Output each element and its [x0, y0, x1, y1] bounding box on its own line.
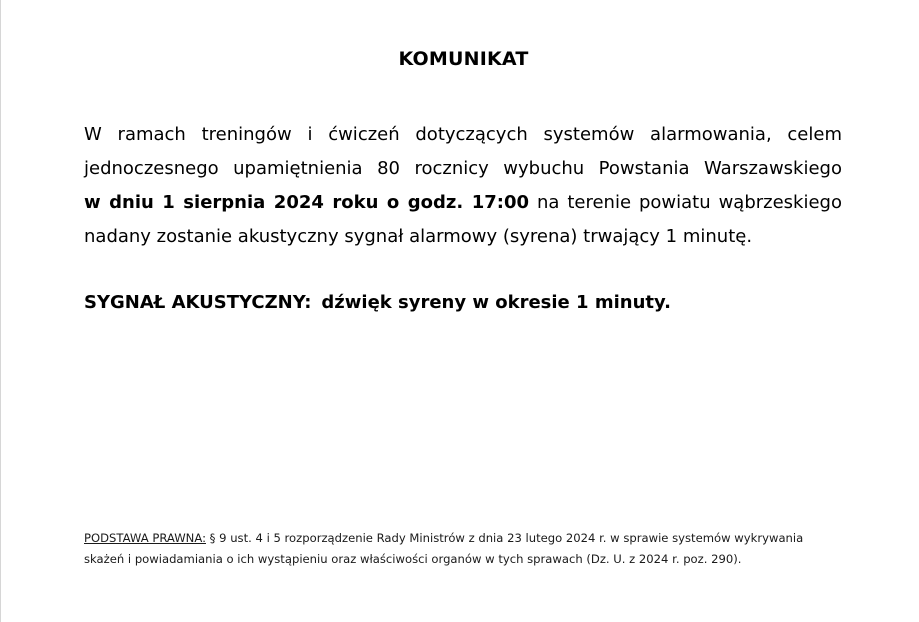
legal-line-1 — [84, 528, 844, 549]
announcement-paragraph — [84, 118, 842, 254]
page-edge — [0, 0, 1, 622]
legal-line-2: skażeń i powiadamiania o ich wystąpieniu oraz właściwości organów w tych sprawach (Dz. U. z 2024 r. poz. 290). — [84, 552, 742, 566]
paragraph-line-1: W ramach treningów i ćwiczeń dotyczących systemów alarmowania, celem — [84, 124, 842, 145]
legal-text-1: § 9 ust. 4 i 5 rozporządzenie Rady Ministrów z dnia 23 lutego 2024 r. w sprawie systemów wykrywania — [205, 531, 804, 545]
signal-text: dźwięk syreny w okresie 1 minuty. — [321, 292, 671, 313]
paragraph-line-2: jednoczesnego upamiętnienia 80 rocznicy wybuchu Powstania Warszawskiego — [84, 158, 842, 179]
paragraph-line-4: nadany zostanie akustyczny sygnał alarmowy (syrena) trwający 1 minutę. — [84, 226, 753, 247]
date-time-highlight: w dniu 1 sierpnia 2024 roku o godz. 17:00 — [84, 192, 529, 213]
paragraph-line-3 — [84, 186, 842, 220]
page-title: KOMUNIKAT — [398, 48, 529, 70]
legal-label: PODSTAWA PRAWNA: — [84, 531, 206, 545]
legal-basis — [84, 528, 844, 570]
location-text: na terenie powiatu wąbrzeskiego — [529, 192, 842, 213]
signal-description — [84, 292, 671, 313]
signal-label: SYGNAŁ AKUSTYCZNY: — [84, 292, 312, 313]
